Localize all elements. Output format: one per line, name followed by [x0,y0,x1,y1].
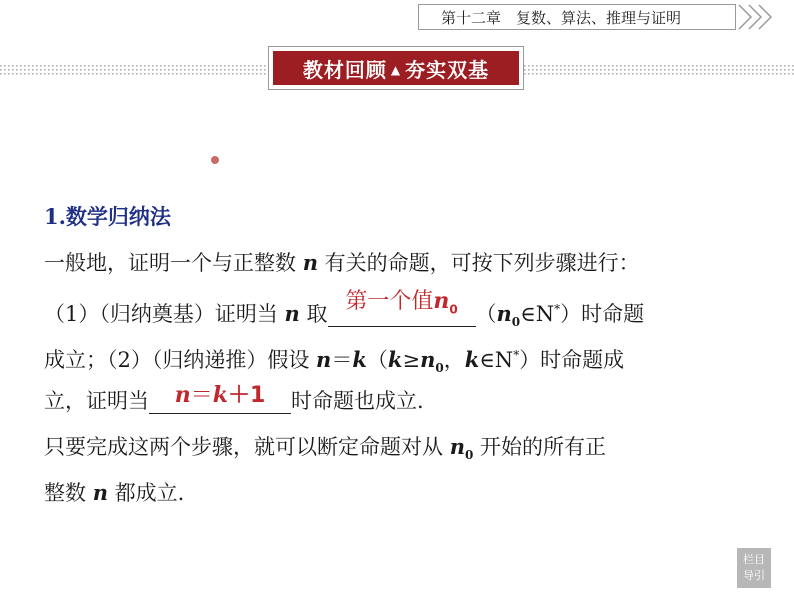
section-heading: 1.数学归纳法 [44,204,171,229]
answer-blank-2[interactable]: n＝k＋1 [149,383,291,414]
chapter-title: 第十二章 复数、算法、推理与证明 [418,4,736,30]
text-line-1: 一般地，证明一个与正整数 n 有关的命题，可按下列步骤进行： [44,250,640,275]
text-line-4: 立，证明当 n＝k＋1 时命题也成立. [44,382,424,413]
chevron-right-icon [737,3,787,31]
answer-blank-1[interactable]: 第一个值$n_0$ [328,296,476,327]
text-line-2: （1）（归纳奠基）证明当 n 取 第一个值$n_0$ $(n_0\in N^*)$时命题 [44,287,645,330]
bullet-dot-icon [211,156,219,164]
triangle-icon: ▲ [390,63,402,77]
chapter-header [0,0,794,40]
text-line-5: 只要完成这两个步骤，就可以断定命题对从 $n_0$ 开始的所有正 [44,434,607,463]
banner-left: 教材回顾 [302,57,387,82]
section-nav-button[interactable]: 栏目 导引 [737,548,771,588]
text-line-6: 整数 n 都成立. [44,480,185,505]
text-line-3: 成立；（2）（归纳递推）假设 $n=k(k\ge n_0$，k∈N*）时命题成 [44,347,625,376]
section-banner [268,46,524,90]
banner-right: 夯实双基 [405,57,490,82]
